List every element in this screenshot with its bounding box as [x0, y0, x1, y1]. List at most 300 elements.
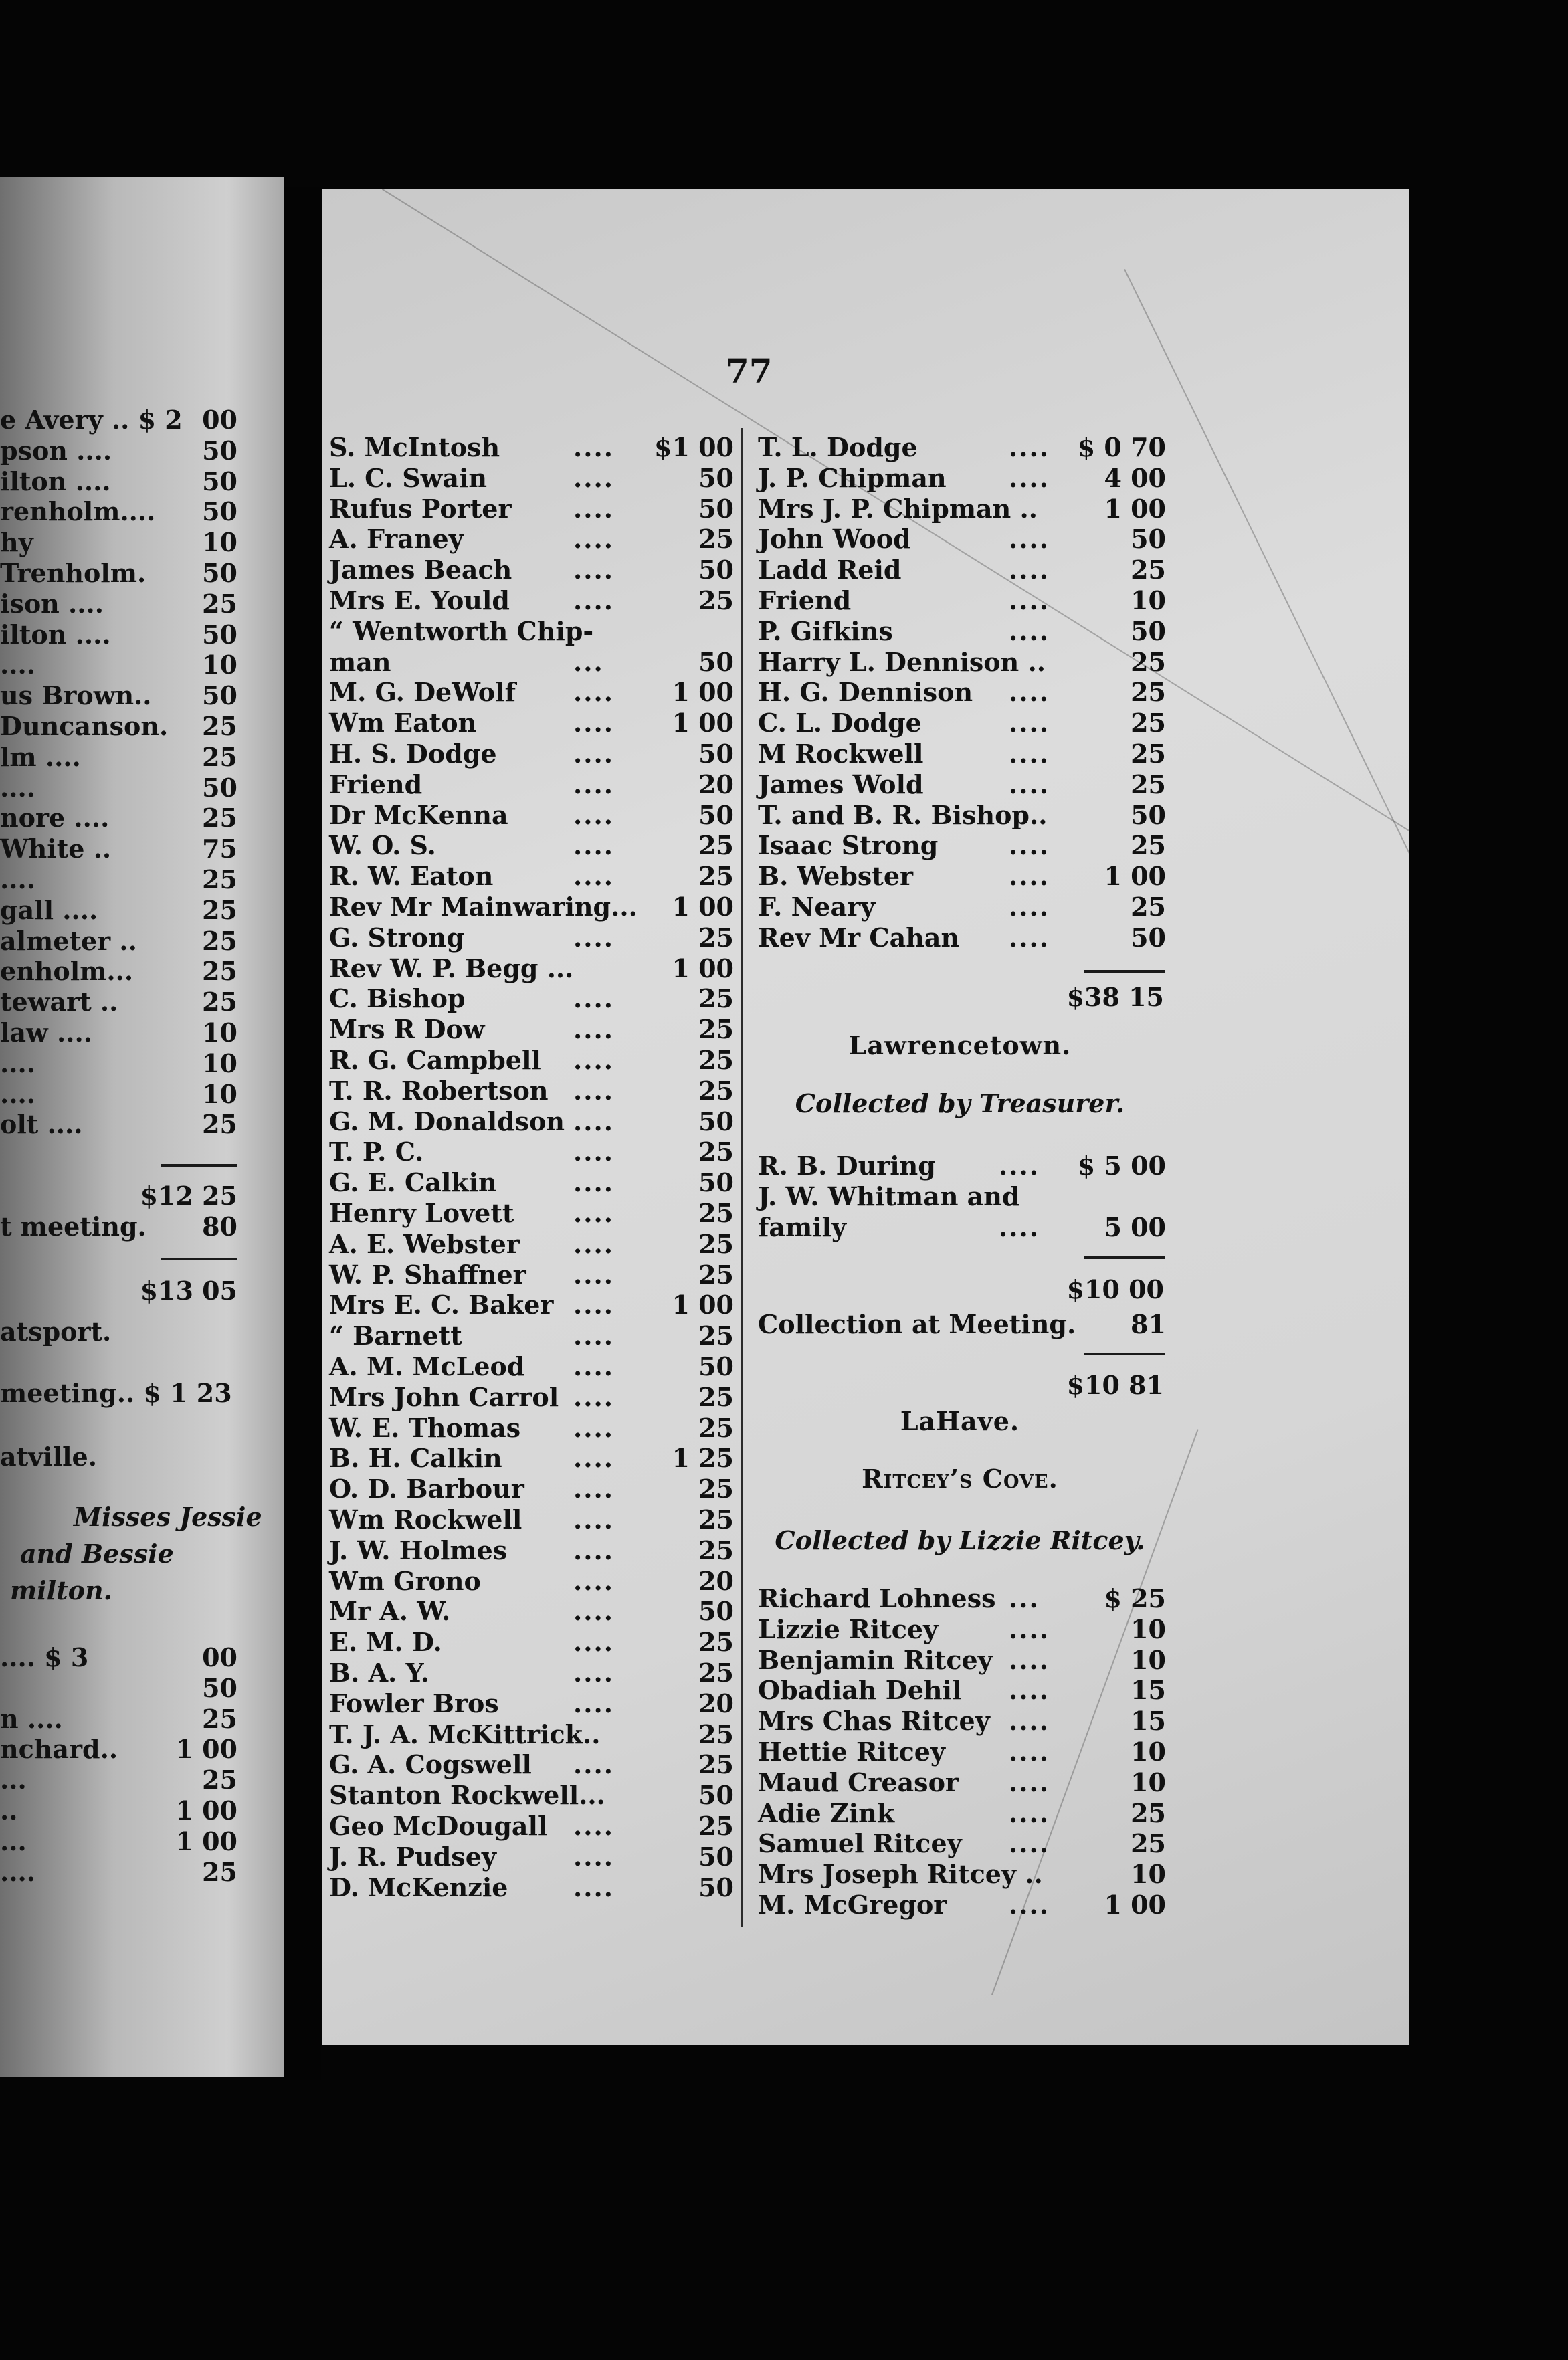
donor-name: n ....: [0, 1703, 63, 1734]
leader-dots: ....: [1009, 1644, 1050, 1675]
leader-dots: ....: [573, 1443, 614, 1474]
donor-name: John Wood: [758, 524, 911, 555]
left-meeting-row: t meeting. 80: [0, 1211, 237, 1242]
leader-dots: ....: [573, 1045, 614, 1075]
donor-name: Fowler Bros: [329, 1688, 499, 1718]
donation-amount: 75: [202, 833, 237, 864]
leader-dots: ....: [573, 432, 614, 462]
donor-row: [329, 1045, 734, 1076]
donor-row: [329, 524, 734, 555]
donation-amount: $ 25: [1104, 1583, 1166, 1613]
donation-amount: 50: [202, 772, 237, 803]
donor-row: [758, 432, 1166, 463]
leader-dots: ....: [999, 1212, 1040, 1242]
donor-row: [329, 892, 734, 922]
donation-amount: 25: [698, 585, 734, 615]
donation-amount: 25: [698, 861, 734, 892]
donation-amount: 10: [1131, 585, 1166, 615]
donor-name: family: [758, 1212, 847, 1242]
donation-amount: 50: [202, 466, 237, 496]
donor-name: White ..: [0, 833, 112, 864]
col2-total: $38 15: [1066, 982, 1164, 1012]
donor-row: [329, 739, 734, 769]
donor-row: [329, 922, 734, 953]
donor-name: man: [329, 646, 391, 677]
donation-amount: 10: [202, 1017, 237, 1048]
donation-amount: 50: [698, 462, 734, 493]
donor-name: S. McIntosh: [329, 432, 500, 462]
leader-dots: ....: [573, 1198, 614, 1228]
donation-amount: 25: [1131, 1828, 1166, 1859]
donor-row: [758, 463, 1166, 494]
donor-row: [329, 1780, 734, 1811]
leader-dots: ....: [573, 1474, 614, 1504]
donor-name: T. J. A. McKittrick..: [329, 1718, 601, 1749]
donation-amount: 25: [698, 1045, 734, 1075]
donor-name: pson ....: [0, 435, 112, 466]
donation-amount: 10: [202, 650, 237, 680]
leader-dots: ....: [1009, 462, 1050, 493]
donation-amount: 10: [1131, 1613, 1166, 1644]
donor-name: Friend: [329, 769, 423, 799]
donation-amount: 50: [698, 1167, 734, 1198]
left-donor-row: [0, 711, 237, 742]
donation-amount: 25: [698, 1228, 734, 1259]
donation-amount: 25: [698, 1014, 734, 1045]
donation-amount: 25: [1131, 892, 1166, 922]
donor-name: R. B. During: [758, 1151, 936, 1181]
left-donor-row: [0, 956, 237, 987]
total-rule: [1084, 1256, 1165, 1259]
donation-amount: 25: [698, 1137, 734, 1167]
donor-name: T. P. C.: [329, 1137, 424, 1167]
donor-row: [329, 769, 734, 800]
donation-amount: 50: [202, 619, 237, 650]
leader-dots: ....: [573, 769, 614, 799]
donor-name: A. M. McLeod: [329, 1351, 525, 1381]
left-heading-1: atsport.: [0, 1316, 112, 1347]
donor-name: Mrs E. C. Baker: [329, 1290, 554, 1320]
donation-amount: 15: [1131, 1675, 1166, 1706]
donor-name: E. M. D.: [329, 1627, 442, 1658]
donor-name: W. P. Shaffner: [329, 1259, 526, 1290]
donor-name: almeter ..: [0, 925, 137, 956]
leader-dots: ....: [573, 1106, 614, 1137]
left-donor-row: [0, 680, 237, 711]
donation-amount: 25: [698, 1627, 734, 1658]
donor-name: C. Bishop: [329, 983, 466, 1014]
leader-dots: ....: [573, 861, 614, 892]
donation-amount: 50: [202, 435, 237, 466]
left-note-2: and Bessie: [20, 1539, 174, 1569]
donation-amount: 50: [202, 558, 237, 588]
donor-name: Samuel Ritcey: [758, 1828, 962, 1859]
donation-amount: 25: [202, 711, 237, 741]
donation-amount: 25: [698, 1075, 734, 1106]
donation-amount: 50: [698, 1106, 734, 1137]
left-total-1: $12 25: [140, 1181, 237, 1211]
lahave-row: [758, 1645, 1166, 1676]
donor-name: ilton ....: [0, 619, 111, 650]
lawrencetown-row: [758, 1212, 1166, 1243]
donor-name: A. E. Webster: [329, 1228, 520, 1259]
donation-amount: 25: [698, 1198, 734, 1228]
leader-dots: ....: [1009, 555, 1050, 585]
left-donor-row: [0, 895, 237, 926]
left-donor-row: [0, 864, 237, 895]
donor-name: Benjamin Ritcey: [758, 1644, 993, 1675]
donation-amount: 10: [1131, 1737, 1166, 1767]
left-donor-row: [0, 1079, 237, 1110]
donation-amount: 25: [1131, 1797, 1166, 1828]
donor-name: nore ....: [0, 803, 110, 833]
donation-amount: 25: [698, 1504, 734, 1535]
leader-dots: ....: [573, 1014, 614, 1045]
donation-amount: 1 25: [672, 1443, 734, 1474]
donor-name: M Rockwell: [758, 739, 924, 769]
donor-name: Wm Grono: [329, 1565, 481, 1596]
donor-row: [758, 494, 1166, 524]
lahave-row: [758, 1859, 1166, 1890]
leader-dots: ...: [1009, 1583, 1040, 1613]
donor-name: Mrs J. P. Chipman ..: [758, 493, 1038, 524]
donation-amount: $ 5 00: [1077, 1151, 1166, 1181]
donor-name: O. D. Barbour: [329, 1474, 524, 1504]
donation-amount: $1 00: [654, 432, 734, 462]
donor-name: ....: [0, 650, 35, 680]
donation-amount: 15: [1131, 1706, 1166, 1737]
donation-amount: 50: [698, 1841, 734, 1872]
lahave-row: [758, 1737, 1166, 1767]
donor-row: [758, 585, 1166, 616]
donor-name: Rev W. P. Begg ...: [329, 953, 574, 983]
left-donor-row: [0, 1048, 237, 1079]
leader-dots: ....: [1009, 585, 1050, 615]
donation-amount: 25: [698, 983, 734, 1014]
donation-amount: 25: [698, 830, 734, 861]
donor-name: G. E. Calkin: [329, 1167, 497, 1198]
donation-amount: 25: [1131, 555, 1166, 585]
donation-amount: 50: [1131, 799, 1166, 830]
left-donor-row: [0, 1795, 237, 1826]
donation-amount: 25: [698, 1718, 734, 1749]
left-note-3: milton.: [10, 1575, 112, 1605]
donor-row: [329, 1535, 734, 1566]
donor-row: [329, 1229, 734, 1260]
donor-row: [758, 647, 1166, 678]
donation-amount: 50: [698, 739, 734, 769]
donor-name: ....: [0, 1856, 35, 1887]
donor-name: Wm Eaton: [329, 708, 477, 739]
donor-name: G. M. Donaldson: [329, 1106, 565, 1137]
leader-dots: ....: [573, 585, 614, 615]
donation-amount: 25: [698, 1320, 734, 1351]
donor-name: Lizzie Ritcey: [758, 1613, 939, 1644]
donor-name: Mrs Chas Ritcey: [758, 1706, 990, 1737]
donor-name: renholm....: [0, 496, 156, 527]
donation-amount: 50: [1131, 922, 1166, 953]
leader-dots: ....: [1009, 1828, 1050, 1859]
donation-amount: 50: [698, 1872, 734, 1902]
left-donor-row: [0, 742, 237, 773]
donor-name: T. R. Robertson: [329, 1075, 549, 1106]
donor-row: [329, 1382, 734, 1413]
leader-dots: ....: [573, 1228, 614, 1259]
leader-dots: ....: [573, 555, 614, 585]
donation-amount: 25: [698, 524, 734, 555]
left-donor-row: [0, 619, 237, 650]
donor-row: [329, 1198, 734, 1229]
donor-name: ....: [0, 1078, 35, 1109]
donor-name: Rev Mr Cahan: [758, 922, 960, 953]
donor-name: A. Franey: [329, 524, 464, 555]
donor-name: Mr A. W.: [329, 1596, 451, 1627]
leader-dots: ....: [573, 677, 614, 708]
donor-name: Stanton Rockwell...: [329, 1780, 605, 1811]
left-donor-row: [0, 926, 237, 957]
donation-amount: 10: [1131, 1767, 1166, 1797]
donation-amount: 20: [698, 769, 734, 799]
leader-dots: ....: [1009, 1675, 1050, 1706]
donor-row: [329, 1137, 734, 1167]
donor-row: [329, 830, 734, 861]
donation-amount: 10: [202, 1048, 237, 1078]
leader-dots: ...: [573, 646, 604, 677]
total-rule: [1084, 970, 1165, 973]
donor-name: P. Gifkins: [758, 615, 893, 646]
donation-amount: 50: [698, 799, 734, 830]
donation-amount: 1 00: [175, 1826, 237, 1856]
donation-amount: 1 00: [1104, 493, 1166, 524]
donor-row: [329, 555, 734, 585]
donor-name: Adie Zink: [758, 1797, 895, 1828]
donor-name: B. A. Y.: [329, 1658, 429, 1688]
donor-row: [329, 1596, 734, 1627]
donor-name: W. O. S.: [329, 830, 436, 861]
leader-dots: ....: [573, 1596, 614, 1627]
left-donor-row: [0, 1765, 237, 1795]
donation-amount: 25: [698, 1811, 734, 1841]
donor-row: [329, 1504, 734, 1535]
leader-dots: ....: [573, 1841, 614, 1872]
donation-amount: 50: [202, 496, 237, 527]
donor-row: [758, 922, 1166, 953]
donor-name: F. Neary: [758, 892, 876, 922]
donor-name: Rev Mr Mainwaring...: [329, 892, 638, 922]
donation-amount: 50: [698, 1780, 734, 1811]
lawrencetown-collected-by: Collected by Treasurer.: [795, 1088, 1125, 1118]
leader-dots: ....: [573, 1320, 614, 1351]
donation-amount: 20: [698, 1565, 734, 1596]
donor-row: [329, 983, 734, 1014]
donor-name: Wm Rockwell: [329, 1504, 522, 1535]
donor-row: [329, 585, 734, 616]
leader-dots: ....: [573, 1137, 614, 1167]
donation-amount: 25: [1131, 708, 1166, 739]
lahave-row: [758, 1675, 1166, 1706]
donor-row: [329, 1627, 734, 1658]
donor-name: R. W. Eaton: [329, 861, 494, 892]
donor-row: [758, 739, 1166, 769]
donation-amount: 25: [202, 894, 237, 925]
donor-row: [329, 1014, 734, 1045]
donor-name: Harry L. Dennison ..: [758, 646, 1046, 677]
lahave-row: [758, 1828, 1166, 1859]
leader-dots: ....: [573, 983, 614, 1014]
lawrencetown-row: [758, 1181, 1166, 1212]
donor-name: Trenholm.: [0, 558, 146, 588]
total-rule: [161, 1164, 237, 1167]
donor-name: tewart ..: [0, 987, 118, 1017]
donor-row: [758, 555, 1166, 585]
leader-dots: ....: [1009, 615, 1050, 646]
lahave-row: [758, 1767, 1166, 1798]
left-donor-row: [0, 1642, 237, 1673]
leader-dots: ....: [573, 1290, 614, 1320]
leader-dots: ....: [573, 1658, 614, 1688]
donation-amount: 25: [1131, 769, 1166, 799]
donation-amount: 1 00: [175, 1734, 237, 1765]
leader-dots: ....: [573, 1872, 614, 1902]
donor-name: J. R. Pudsey: [329, 1841, 496, 1872]
lahave-row: [758, 1706, 1166, 1737]
leader-dots: ....: [573, 1075, 614, 1106]
donor-name: D. McKenzie: [329, 1872, 508, 1902]
donation-amount: 1 00: [672, 953, 734, 983]
left-donor-row: [0, 466, 237, 497]
donation-amount: 25: [202, 1765, 237, 1795]
book-gutter: [284, 187, 321, 2080]
donor-row: [329, 1443, 734, 1474]
donor-name: R. G. Campbell: [329, 1045, 541, 1075]
donation-amount: 10: [1131, 1644, 1166, 1675]
left-donor-row: [0, 1673, 237, 1704]
donor-name: “ Wentworth Chip-: [329, 615, 594, 646]
donation-amount: 50: [1131, 524, 1166, 555]
donor-name: Obadiah Dehil: [758, 1675, 962, 1706]
leader-dots: ....: [573, 1811, 614, 1841]
left-donor-row: [0, 496, 237, 527]
donor-row: [758, 677, 1166, 708]
donation-amount: 25: [202, 987, 237, 1017]
donor-name: J. W. Holmes: [329, 1535, 508, 1565]
leader-dots: ....: [1009, 1890, 1050, 1920]
donor-row: [329, 463, 734, 494]
donation-amount: 25: [698, 1749, 734, 1780]
donation-amount: 25: [698, 1658, 734, 1688]
donor-name: Isaac Strong: [758, 830, 939, 861]
donor-name: e Avery .. $ 2: [0, 405, 183, 435]
lahave-heading: LaHave.: [900, 1406, 1020, 1436]
leader-dots: ....: [573, 1749, 614, 1780]
left-donor-row: [0, 1109, 237, 1140]
leader-dots: ....: [573, 1565, 614, 1596]
leader-dots: ....: [1009, 861, 1050, 892]
donor-row: [329, 1413, 734, 1444]
leader-dots: ....: [1009, 1613, 1050, 1644]
donor-row: [329, 1474, 734, 1504]
donor-name: .... $ 3: [0, 1642, 89, 1672]
donor-name: enholm...: [0, 956, 134, 987]
donor-name: ....: [0, 864, 35, 894]
leader-dots: ....: [573, 708, 614, 739]
donor-name: Mrs Joseph Ritcey ..: [758, 1859, 1043, 1890]
leader-dots: ....: [573, 1259, 614, 1290]
donation-amount: 1 00: [175, 1795, 237, 1826]
donation-amount: 25: [202, 803, 237, 833]
donor-name: hy: [0, 527, 33, 558]
leader-dots: ....: [999, 1151, 1040, 1181]
left-donor-row: [0, 987, 237, 1017]
donor-row: [329, 1290, 734, 1320]
donation-amount: 1 00: [672, 677, 734, 708]
donation-amount: 25: [698, 1259, 734, 1290]
donor-row: [758, 830, 1166, 861]
donor-row: [329, 861, 734, 892]
donor-name: us Brown..: [0, 680, 152, 711]
donor-name: M. G. DeWolf: [329, 677, 516, 708]
donor-name: ....: [0, 772, 35, 803]
donor-name: C. L. Dodge: [758, 708, 922, 739]
left-donor-row: [0, 833, 237, 864]
donation-amount: 25: [698, 1474, 734, 1504]
leader-dots: ....: [573, 1351, 614, 1381]
donor-row: [329, 953, 734, 984]
donor-row: [329, 708, 734, 739]
donor-name: B. H. Calkin: [329, 1443, 502, 1474]
donor-name: J. P. Chipman: [758, 462, 947, 493]
left-heading-2: atville.: [0, 1442, 97, 1472]
donor-name: ison ....: [0, 588, 104, 619]
donation-amount: 25: [1131, 646, 1166, 677]
donor-name: G. Strong: [329, 922, 465, 953]
donation-amount: 25: [202, 588, 237, 619]
donation-amount: 00: [202, 1642, 237, 1672]
left-donor-row: [0, 527, 237, 558]
donor-row: [758, 524, 1166, 555]
left-donor-row: [0, 589, 237, 619]
donation-amount: 25: [1131, 739, 1166, 769]
donor-name: W. E. Thomas: [329, 1412, 521, 1443]
donation-amount: 25: [202, 1856, 237, 1887]
donor-row: [329, 1811, 734, 1842]
leader-dots: ....: [1009, 524, 1050, 555]
donor-name: Geo McDougall: [329, 1811, 548, 1841]
lawrencetown-row: [758, 1151, 1166, 1181]
donor-name: Mrs R Dow: [329, 1014, 485, 1045]
column-divider: [741, 428, 743, 1927]
donor-row: [329, 1872, 734, 1903]
donor-name: ....: [0, 1048, 35, 1078]
left-donor-row: [0, 650, 237, 680]
donor-name: olt ....: [0, 1109, 83, 1140]
lahave-row: [758, 1583, 1166, 1614]
left-meeting-row-2: meeting.. $ 1 23: [0, 1378, 232, 1408]
donation-amount: 50: [1131, 615, 1166, 646]
donor-name: gall ....: [0, 894, 98, 925]
donor-row: [329, 1076, 734, 1106]
leader-dots: ....: [1009, 922, 1050, 953]
leader-dots: ....: [1009, 1706, 1050, 1737]
donation-amount: 20: [698, 1688, 734, 1718]
leader-dots: ....: [573, 462, 614, 493]
donation-amount: 25: [698, 1381, 734, 1412]
donor-name: “ Barnett: [329, 1320, 462, 1351]
donation-amount: 25: [202, 741, 237, 772]
donation-amount: 25: [202, 925, 237, 956]
left-donor-row: [0, 1857, 237, 1888]
leader-dots: ....: [573, 830, 614, 861]
